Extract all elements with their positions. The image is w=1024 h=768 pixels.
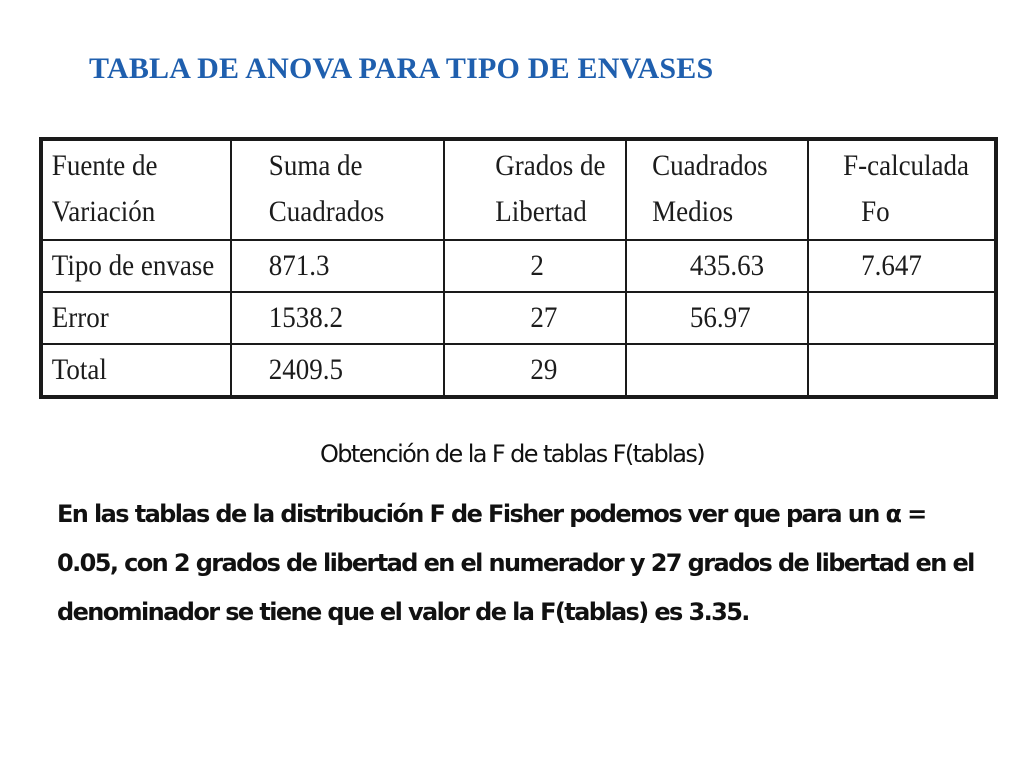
header-suma-de-cuadrados: Suma de Cuadrados [231,139,423,240]
cell-suma-cuadrados: 871.3 [231,240,423,292]
cell-cuadrados-medios: 56.97 [626,292,790,344]
cell-suma-cuadrados: 1538.2 [231,292,423,344]
cell-f-calculada [808,292,977,344]
cell-suma-cuadrados: 2409.5 [231,344,423,397]
cell-fuente: Tipo de envase [41,240,212,292]
cell-grados-libertad: 2 [444,240,608,292]
cell-fuente: Total [41,344,212,397]
cell-cuadrados-medios: 435.63 [626,240,790,292]
cell-grados-libertad: 29 [444,344,608,397]
table-row [41,240,996,292]
cell-grados-libertad: 27 [444,292,608,344]
anova-table [39,137,998,399]
header-grados-de-libertad: Grados de Libertad [444,139,608,240]
header-cuadrados-medios: Cuadrados Medios [626,139,790,240]
header-fuente-de-variacion: Fuente de Variación [41,139,212,240]
page-title: TABLA DE ANOVA PARA TIPO DE ENVASES [89,52,714,85]
cell-f-calculada [808,344,977,397]
table-row [41,344,996,397]
paragraph-line: denominador se tiene que el valor de la F(tablas) es 3.35. [57,598,749,626]
cell-fuente: Error [41,292,212,344]
section-subtitle: Obtención de la F de tablas F(tablas) [319,440,704,468]
table-header-row [41,139,996,240]
explanation-paragraph [57,490,997,637]
header-f-calculada: F-calculada Fo [808,139,977,240]
cell-cuadrados-medios [626,344,790,397]
cell-f-calculada: 7.647 [808,240,977,292]
table-row [41,292,996,344]
paragraph-line: 0.05, con 2 grados de libertad en el numerador y 27 grados de libertad en el [57,549,974,577]
paragraph-line: En las tablas de la distribución F de Fisher podemos ver que para un α = [57,500,926,528]
